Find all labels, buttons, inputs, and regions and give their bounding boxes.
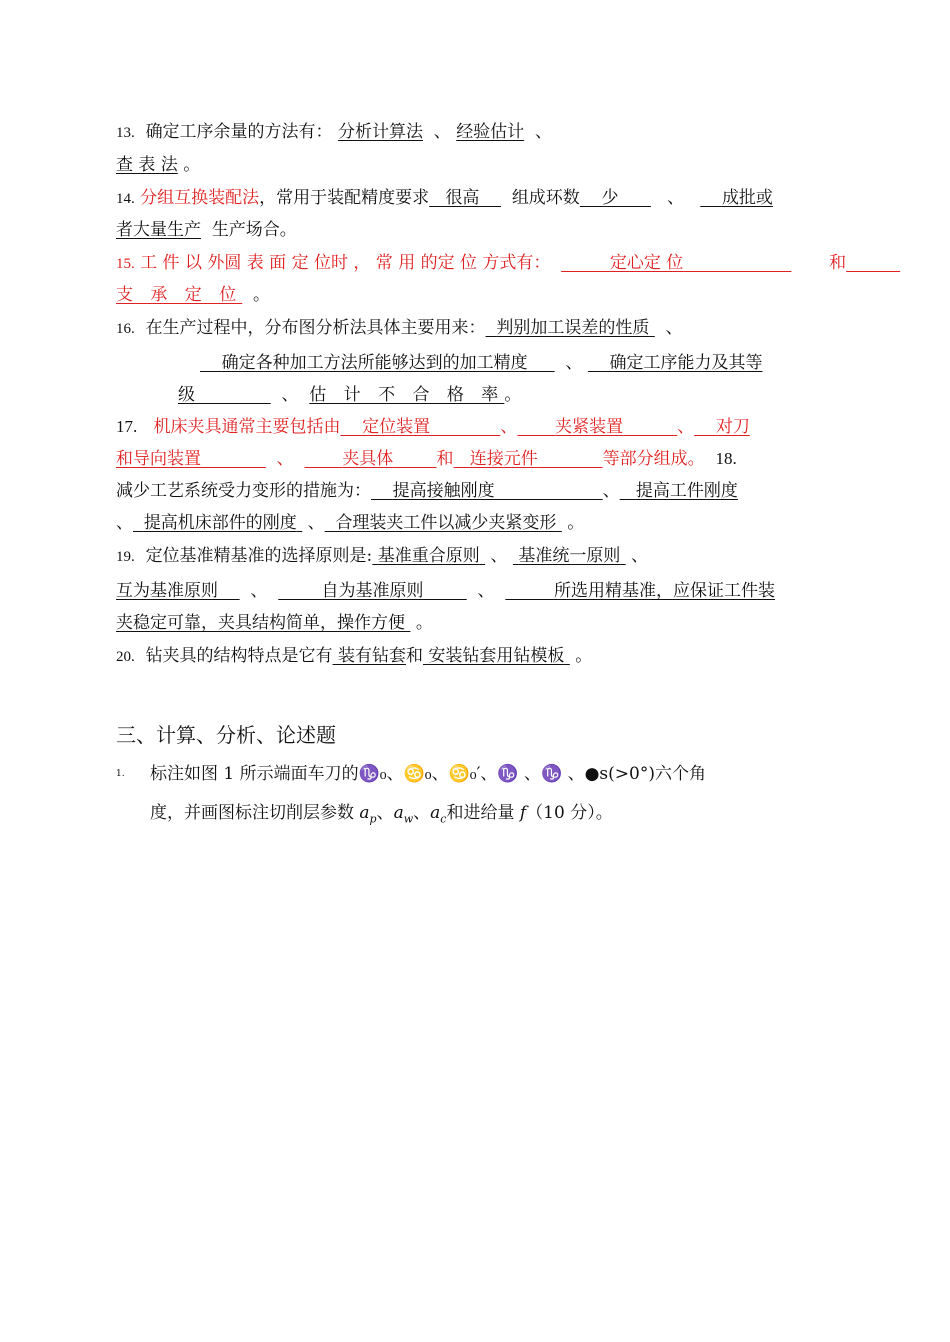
q19-answer-2: 基准统一原则 [518, 546, 621, 566]
p1-line2a: 度，并画图标注切削层参数 [150, 803, 360, 823]
q13-sep-2: 、 [535, 122, 552, 142]
q20-line1 [116, 645, 592, 668]
q15-end: 。 [253, 285, 271, 305]
q14-line1 [116, 187, 773, 210]
p1-line1: 标注如图 1 所示端面车刀的♑₀、♋₀、♋₀′、♑ 、♑ 、●s(>0°)六个角 [150, 764, 706, 784]
q17-answer-1: 定位装置 [362, 417, 431, 437]
q18-answer-3: 提高机床部件的刚度 [143, 513, 297, 533]
param-ap: $a_p$ [359, 803, 377, 826]
q14-text-1: ，常用于装配精度要求 [259, 188, 430, 208]
q16-answer-3a: 确定工序能力及其等 [609, 353, 763, 373]
q19-answer-4: 自为基准原则 [321, 581, 424, 601]
q17-and: 和 [436, 449, 454, 469]
q14-text-2: 组成环数 [511, 188, 580, 208]
q16-answer-2: 确定各种加工方法所能够达到的加工精度 [221, 353, 528, 373]
q19-line1: 19. 定位基准精基准的选择原则是: 基准重合原则 、 基准统一原则 、 [116, 546, 649, 566]
q20-number: 20. [116, 649, 135, 665]
p1-line2c: （10 分）。 [526, 803, 613, 823]
q14-answer-4a: 成批或 [721, 188, 773, 208]
q17-line1: 17. 机床夹具通常主要包括由 定位装置 、 夹紧装置 、 对刀 [116, 417, 750, 437]
q16-line1 [116, 317, 683, 340]
param-ac: $a_c$ [430, 803, 447, 826]
q16-end: 。 [504, 385, 522, 405]
q20-end: 。 [575, 646, 593, 666]
q20-stem: 钻夹具的结构特点是它有 [145, 646, 333, 666]
q18-answer-4: 合理装夹工件以减少夹紧变形 [335, 513, 557, 533]
q18-stem: 减少工艺系统受力变形的措施为： [116, 481, 371, 501]
q16-answer-1: 判别加工误差的性质 [496, 318, 650, 338]
q14-sep: 、 [667, 188, 685, 208]
q18-number: 18. [715, 449, 737, 468]
q13-sep: 、 [433, 122, 451, 142]
q17-answer-3a: 对刀 [715, 417, 750, 437]
q16-line2: 确定各种加工方法所能够达到的加工精度 、 确定工序能力及其等 [200, 352, 763, 374]
q13-stem: 确定工序余量的方法有： [145, 122, 333, 142]
q15-line2 [116, 284, 270, 306]
q16-answer-4: 估 计 不 合 格 率 [309, 385, 505, 405]
q18-answer-2: 提高工件刚度 [635, 481, 738, 501]
q13-end: 。 [183, 155, 201, 175]
section-title: 三、计算、分析、论述题 [116, 723, 336, 747]
q16-line3: 级 、 估 计 不 合 格 率。 [178, 385, 522, 405]
q15-and: 和 [829, 253, 847, 273]
q13-answer-1: 分析计算法 [337, 122, 423, 142]
q16-answer-3b: 级 [178, 385, 195, 405]
q14-text-3: 生产场合。 [211, 220, 297, 240]
q17-number: 17. [116, 417, 138, 436]
q17-line2: 和导向装置 、 夹具体 和 连接元件 等部分组成。 18. [116, 449, 737, 469]
q18-line1: 减少工艺系统受力变形的措施为： 提高接触刚度 、 提高工件刚度 [116, 481, 738, 501]
q19-answer-3: 互为基准原则 [116, 581, 218, 601]
q13-answer-2: 经验估计 [456, 122, 525, 142]
q20-answer-1: 装有钻套 [337, 646, 406, 666]
q14-number: 14. [116, 191, 135, 207]
q13-line1 [116, 121, 552, 144]
q15-number: 15. [116, 256, 135, 272]
q19-end: 。 [415, 613, 433, 633]
q18-line2: 、 提高机床部件的刚度 、 合理装夹工件以减少夹紧变形 。 [116, 513, 585, 533]
q19-answer-5b: 夹稳定可靠，夹具结构简单，操作方便 [116, 613, 405, 633]
q19-answer-5a: 所选用精基准，应保证工件装 [553, 581, 775, 601]
param-aw: $a_w$ [393, 803, 414, 826]
q19-number: 19. [116, 549, 135, 565]
q17-answer-3b: 和导向装置 [116, 449, 201, 469]
q18-end: 。 [567, 513, 585, 533]
q17-answer-5: 连接元件 [469, 449, 538, 469]
q13-line2 [116, 154, 200, 176]
q14-answer-2: 很高 [445, 188, 480, 208]
q15-answer-2: 支 承 定 位 [116, 285, 243, 305]
q17-answer-4: 夹具体 [342, 449, 394, 469]
q14-line2 [116, 219, 297, 241]
q15-answer-1: 定心定 位 [609, 253, 684, 273]
q14-answer-4b: 者大量生产 [116, 220, 201, 240]
p1-number: 1. [116, 769, 125, 779]
q18-answer-1: 提高接触刚度 [392, 481, 495, 501]
q19-line2: 互为基准原则 、 自为基准原则 、 所选用精基准，应保证工件装 [116, 581, 775, 601]
q16-number: 16. [116, 321, 135, 337]
q17-answer-2: 夹紧装置 [555, 417, 624, 437]
q17-end: 等部分组成。 [602, 449, 705, 469]
q19-line3 [116, 612, 433, 634]
q13-number: 13. [116, 125, 135, 141]
q14-answer-1: 分组互换装配法 [140, 188, 260, 208]
q14-answer-3: 少 [601, 188, 619, 208]
q13-answer-3: 查 表 法 [116, 155, 178, 175]
q16-stem: 在生产过程中，分布图分析法具体主要用来： [145, 318, 486, 338]
q20-and: 和 [405, 646, 423, 666]
q15-stem: 工 件 以 外圆 表 面 定 位时 ， 常 用 的定 位 方式有： [140, 253, 551, 273]
q19-answer-1: 基准重合原则 [377, 546, 480, 566]
q17-stem: 机床夹具通常主要包括由 [153, 417, 341, 437]
q19-stem: 定位基准精基准的选择原则是: [145, 546, 373, 566]
p1-line2b: 和进给量 [446, 803, 520, 823]
q20-answer-2: 安装钻套用钻模板 [428, 646, 565, 666]
param-f: f [519, 803, 527, 823]
q16-sep: 、 [665, 318, 683, 338]
q15-line1 [116, 252, 900, 275]
p1-line2: 度，并画图标注切削层参数 $a_p$、$a_w$、$a_c$和进给量 f（10 分）。 [150, 803, 613, 826]
